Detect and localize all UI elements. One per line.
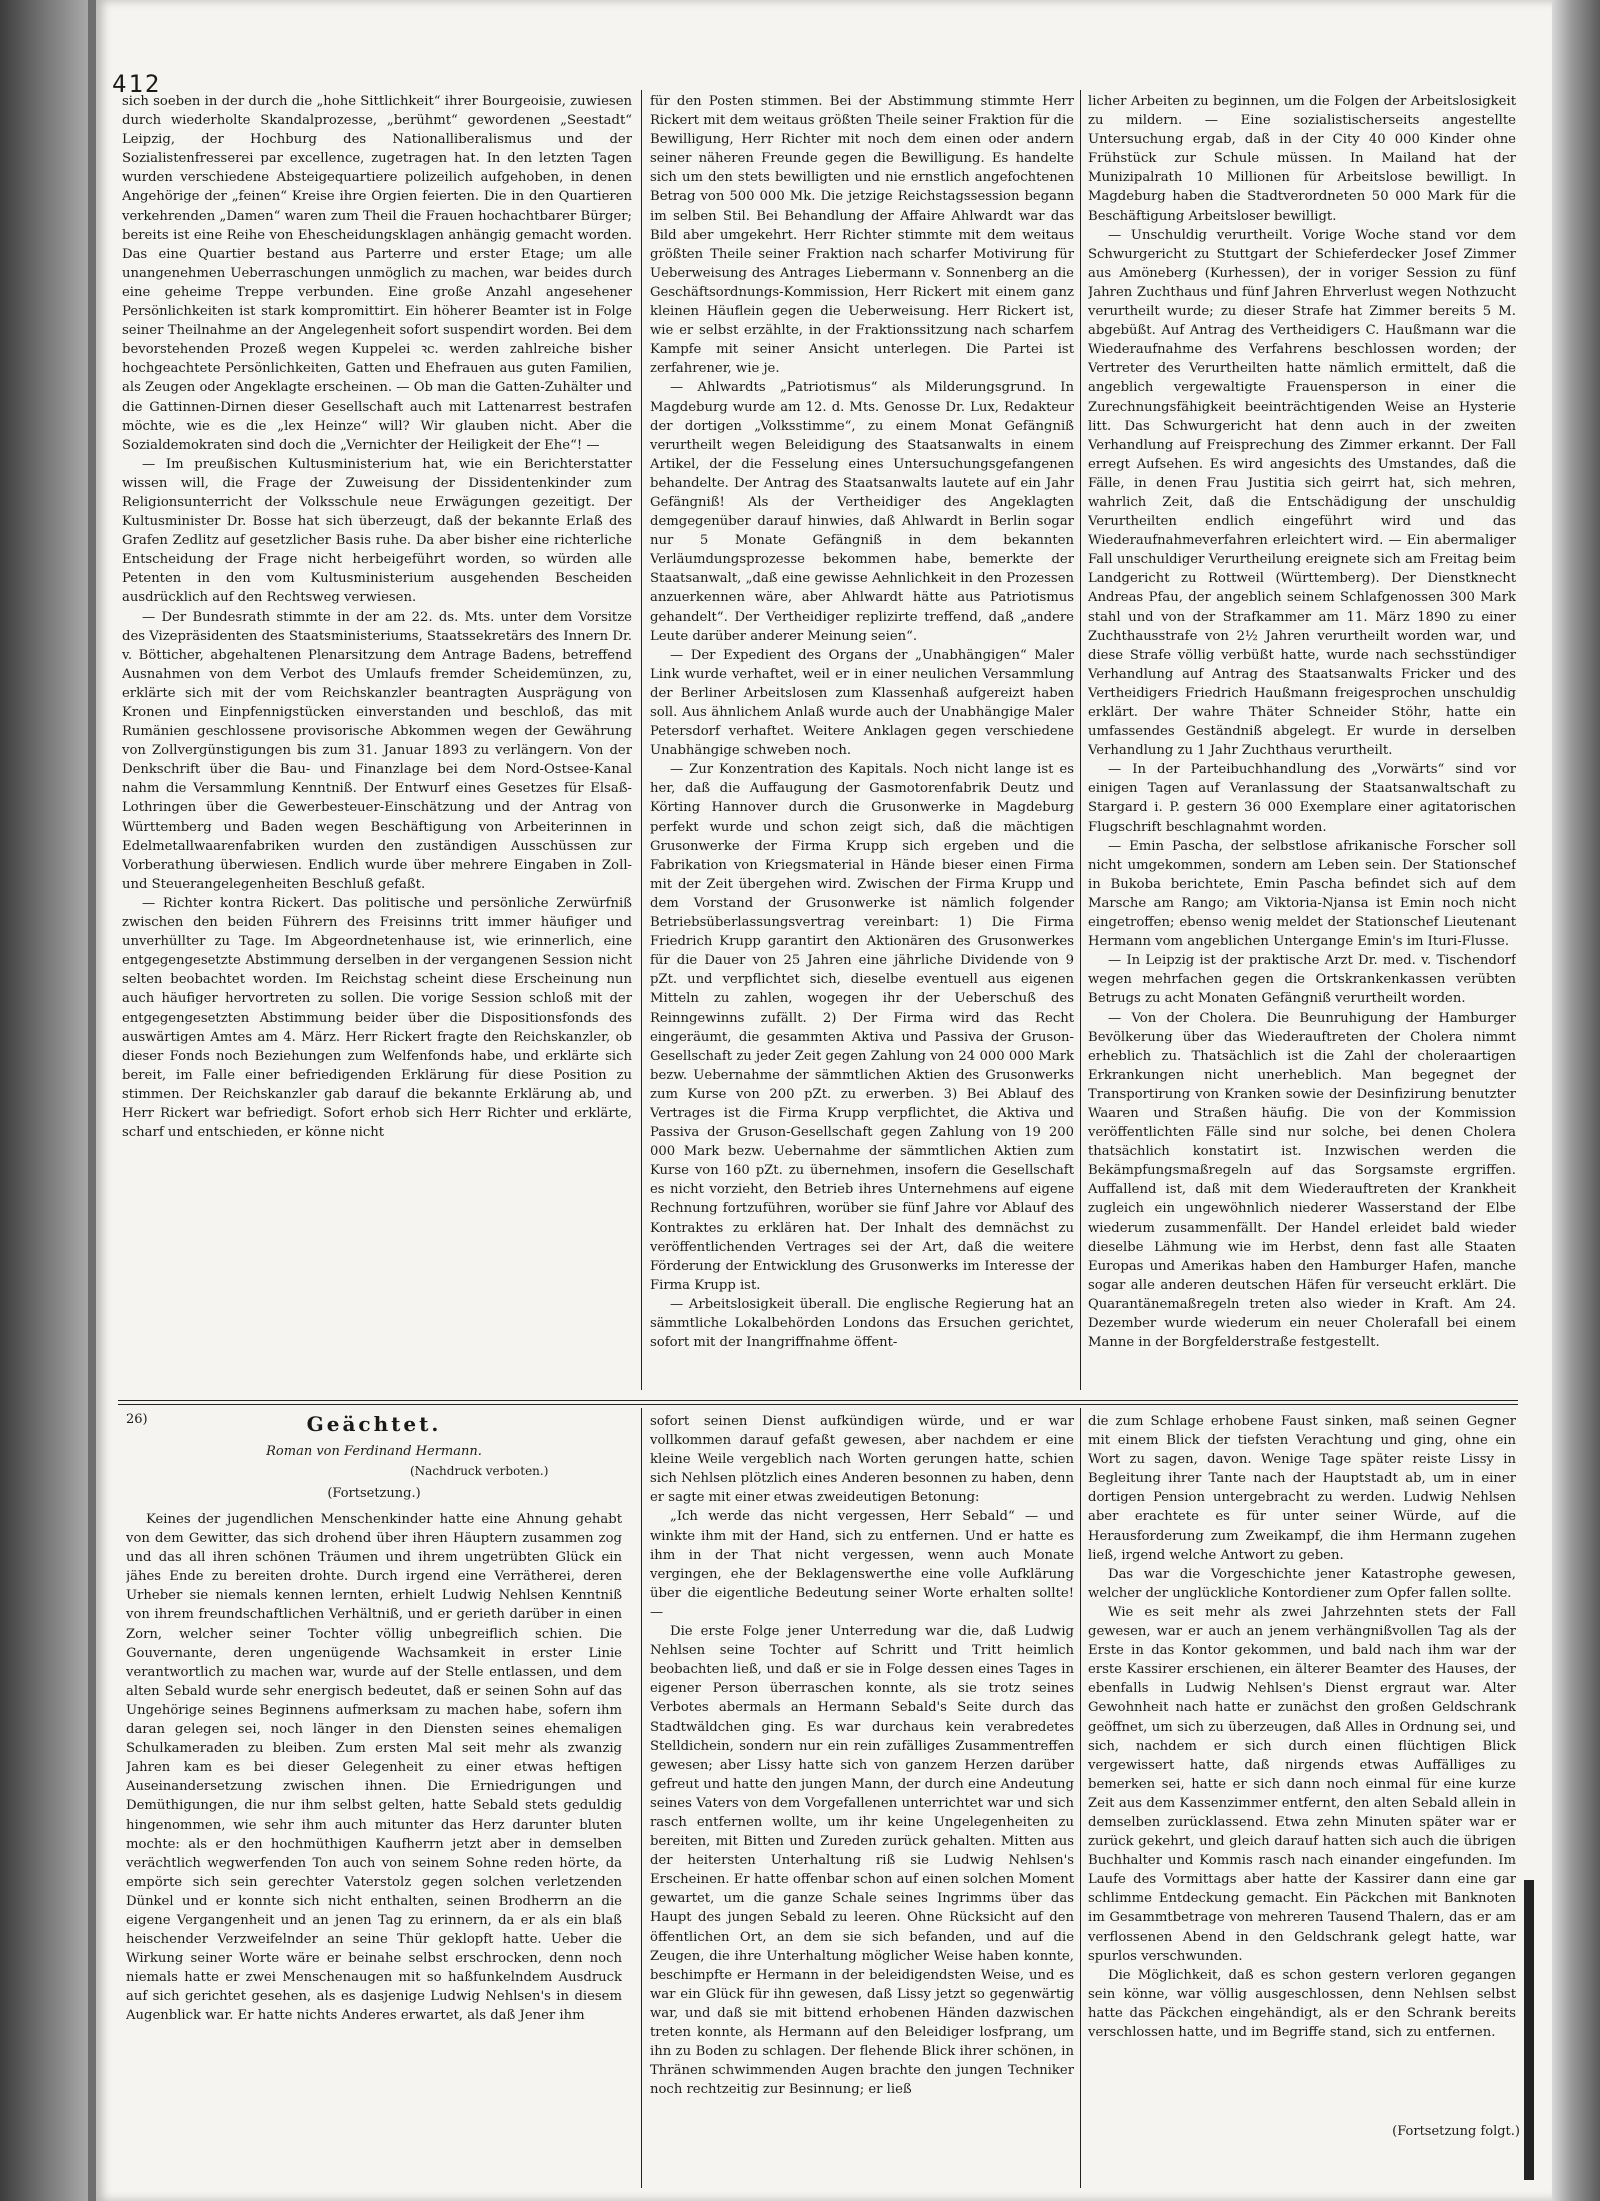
continuation-label: (Fortsetzung.) xyxy=(327,1486,421,1501)
serial-column-3 xyxy=(1088,1412,1516,2158)
news-column-1 xyxy=(122,92,632,1384)
serial-paragraph: „Ich werde das nicht vergessen, Herr Sebald“ — und winkte ihm mit der Hand, sich zu entfernen. Und er hatte es ihm in der That nicht vergessen, wenn auch Monate vergingen, ehe der Beklagenswerthe eine volle Aufklärung über die eigentliche Bedeutung seiner Worte erhalten sollte! — xyxy=(650,1509,1074,1620)
news-paragraph: licher Arbeiten zu beginnen, um die Folgen der Arbeitslosigkeit zu mildern. — Eine sozialistischerseits angestellte Untersuchung ergab, daß in der City 40 000 Kinder ohne Frühstück zur Schule müssen. In Mailand hat der Munizipalrath 10 Millionen für Arbeitslose bewilligt. In Magdeburg haben die Stadtverordneten 50 000 Mark für die Beschäftigung Arbeitsloser bewilligt. xyxy=(1088,94,1516,224)
serial-installment-number: 26) xyxy=(126,1412,148,1427)
serial-byline: Roman von Ferdinand Hermann. xyxy=(266,1444,482,1459)
news-paragraph: — Richter kontra Rickert. Das politische und persönliche Zerwürfniß zwischen den beiden Führern des Freisinns tritt immer häufiger und unverhüllter zu Tage. Im Abgeordnetenhause ist, wie erinnerlich, eine entgegengesetzte Abstimmung derselben in der vergangenen Session nicht selten beobachtet worden. Im Reichstag scheint diese Erscheinung nun auch häufiger hervortreten zu sollen. Die vorige Session schloß mit der entgegengesetzten Abstimmung beider über die Dispositionsfonds des auswärtigen Amtes am 4. März. Herr Rickert fragte den Reichskanzler, ob dieser Fonds noch Beziehungen zum Welfenfonds habe, und erklärte sich bereit, im Falle einer befriedigenden Erklärung für diese Position zu stimmen. Der Reichskanzler gab darauf die bekannte Erklärung ab, und Herr Rickert war befriedigt. Sofort erhob sich Herr Richter und erklärte, scharf und entschieden, er könne nicht xyxy=(122,895,632,1141)
column-rule xyxy=(641,90,642,1390)
reprint-notice: (Nachdruck verboten.) xyxy=(410,1464,549,1478)
news-paragraph: sich soeben in der durch die „hohe Sittlichkeit“ ihrer Bourgeoisie, zuwiesen durch wiederholte Skandalprozesse, „berühmt“ gewordenen „Seestadt“ Leipzig, der Hochburg des Nationalliberalismus und der Sozialistenfresserei par excellence, zugetragen hat. In den letzten Tagen wurden verschiedene Absteigequartiere polizeilich aufgehoben, in denen Angehörige der „feinen“ Kreise ihre Orgien feierten. Die in den Quartieren verkehrenden „Damen“ waren zum Theil die Frauen hochachtbarer Bürger; bereits ist eine Reihe von Ehescheidungsklagen anhängig gemacht worden. Das eine Quartier bestand aus Parterre und erster Etage; um alle unangenehmen Ueberraschungen unmöglich zu machen, war beides durch eine geheime Treppe verbunden. Eine große Anzahl angesehener Persönlichkeiten ist stark kompromittirt. Ein höherer Beamter ist in Folge seiner Theilnahme an der Angelegenheit sofort suspendirt worden. Bei dem bevorstehenden Prozeß wegen Kuppelei ꝛc. werden zahlreiche bisher hochgeachtete Persönlichkeiten, Gatten und Ehefrauen aus guten Familien, als Zeugen oder Angeklagte erscheinen. — Ob man die Gatten-Zuhälter und die Gattinnen-Dirnen dieser Gesellschaft auch mit Lattenarrest bestrafen möchte, wie es die „lex Heinze“ will? Wir glauben nicht. Aber die Sozialdemokraten sind doch die „Vernichter der Heiligkeit der Ehe“! — xyxy=(122,94,632,453)
feuilleton-divider xyxy=(118,1400,1518,1401)
serial-paragraph: Die erste Folge jener Unterredung war die, daß Ludwig Nehlsen seine Tochter auf Schritt und Tritt heimlich beobachten ließ, und daß er sie in Folge dessen eines Tages in eigener Person überraschen konnte, als sie trotz seines Verbotes abermals an Hermann Sebald's Seite durch das Stadtwäldchen ging. Es war durchaus kein verabredetes Stelldichein, sondern nur ein rein zufälliges Zusammentreffen gewesen; aber Lissy hatte sich von ganzem Herzen darüber gefreut und hatte den jungen Mann, der durch eine Andeutung seines Vaters von dem Vorgefallenen unterrichtet war und sich rasch entfernen wollte, um ihr keine Ungelegenheiten zu bereiten, mit Bitten und Zureden zurück gehalten. Mitten aus der heitersten Unterhaltung riß sie Ludwig Nehlsen's Erscheinen. Er hatte offenbar schon auf einen solchen Moment gewartet, um die ganze Schale seines Ingrimms über das Haupt des jungen Sebald zu leeren. Ohne Rücksicht auf den öffentlichen Ort, an dem sie sich befanden, und auf die Zeugen, die ihre Unterhaltung möglicher Weise haben konnte, beschimpfte er Hermann in der beleidigendsten Weise, und es war ein Glück für ihn gewesen, daß Lissy jetzt so gegenwärtig war, und daß sie mit bittend erhobenen Händen dazwischen treten konnte, als Hermann auf den Beleidiger losfprang, um ihn zu Boden zu schlagen. Der flehende Blick ihrer schönen, in Thränen schwimmenden Augen brachte den jungen Techniker noch rechtzeitig zur Besinnung; er ließ xyxy=(650,1624,1074,2098)
news-paragraph: — Der Expedient des Organs der „Unabhängigen“ Maler Link wurde verhaftet, weil er in einer neulichen Versammlung der Berliner Arbeitslosen zum Klassenhaß aufgereizt haben soll. Aus ähnlichem Anlaß wurde auch der Unabhängige Maler Petersdorf verhaftet. Weitere Anklagen gegen verschiedene Unabhängige schweben noch. xyxy=(650,647,1074,759)
serial-column-1 xyxy=(126,1510,622,2186)
serial-paragraph: Wie es seit mehr als zwei Jahrzehnten stets der Fall gewesen, war er auch an jenem verhängnißvollen Tag als der Erste in das Kontor gekommen, und bald nach ihm war der erste Kassirer erschienen, ein älterer Beamter des Hauses, der ebenfalls in Ludwig Nehlsen's Dienst ergraut war. Alter Gewohnheit nach hatte er zunächst den großen Geldschrank geöffnet, um sich zu überzeugen, daß Alles in Ordnung sei, und sich, nachdem er sich durch einen flüchtigen Blick vergewissert hatte, daß nirgends etwas Auffälliges zu bemerken sei, hatte er sich dann noch einmal für eine kurze Zeit aus dem Kassenzimmer entfernt, den alten Sebald allein in demselben zurücklassend. Etwa zehn Minuten später war er zurück gekehrt, und gleich darauf hatten sich auch die übrigen Buchhalter und Kommis rasch nach einander eingefunden. Im Laufe des Vormittags aber hatte der Kassirer dann eine gar schlimme Entdeckung gemacht. Ein Päckchen mit Banknoten im Gesammtbetrage von mehreren Tausend Thalern, das er am verflossenen Abend in den Geldschrank gelegt hatte, war spurlos verschwunden. xyxy=(1088,1604,1516,1964)
column-rule xyxy=(641,1408,642,2188)
news-paragraph: — Der Bundesrath stimmte in der am 22. ds. Mts. unter dem Vorsitze des Vizepräsidenten des Staatsministeriums, Staatssekretärs des Innern Dr. v. Bötticher, abgehaltenen Plenarsitzung dem Antrage Badens, betreffend Ausnahmen von dem Verbot des Umlaufs fremder Scheidemünzen, zu, erklärte sich mit der vom Reichskanzler beantragten Ausprägung von Kronen und Einpfennigstücken einverstanden und beschloß, das mit Rumänien geschlossene provisorische Abkommen wegen der Gewährung von Zollvergünstigungen bis zum 31. Januar 1893 zu verlängern. Von der Denkschrift über die Bau- und Finanzlage bei dem Nord-Ostsee-Kanal nahm die Versammlung Kenntniß. Der Entwurf eines Gesetzes für Elsaß-Lothringen über die Gewerbesteuer-Einschätzung und der Antrag von Württemberg und Baden wegen Beschäftigung von Arbeiterinnen in Edelmetallwaarenfabriken wurden den zuständigen Ausschüssen zur Vorberathung überwiesen. Endlich wurde über mehrere Eingaben in Zoll- und Steuerangelegenheiten Beschluß gefaßt. xyxy=(122,609,632,892)
ink-stain xyxy=(1524,1880,1534,2180)
serial-column-2 xyxy=(650,1412,1074,2186)
to-be-continued-label: (Fortsetzung folgt.) xyxy=(1392,2124,1520,2139)
serial-title: Geächtet. xyxy=(306,1412,442,1436)
news-paragraph: — Arbeitslosigkeit überall. Die englische Regierung hat an sämmtliche Lokalbehörden Londons das Ersuchen gerichtet, sofort mit der Inangriffnahme öffent- xyxy=(650,1296,1074,1351)
news-paragraph: für den Posten stimmen. Bei der Abstimmung stimmte Herr Rickert mit dem weitaus größten Theile seiner Fraktion für die Bewilligung, Herr Richter mit noch dem einen oder andern seiner näheren Freunde gegen die Bewilligung. Es handelte sich um den stets bewilligten und nie ernstlich angefochtenen Betrag von 500 000 Mk. Die jetzige Reichstagssession begann im selben Stil. Bei Behandlung der Affaire Ahlwardt war das Bild aber umgekehrt. Herr Richter stimmte mit dem weitaus größten Theile seiner Fraktion nach scharfer Motivirung für Ueberweisung des Antrages Liebermann v. Sonnenberg an die Geschäftsordnungs-Kommission, Herr Rickert mit einem ganz kleinen Häuflein gegen die Ueberweisung. Herr Rickert ist, wie er selbst erzählte, in der Fraktionssitzung nach scharfem Kampfe mit seiner Ansicht unterlegen. Die Partei ist zerfahrener, wie je. xyxy=(650,94,1074,377)
feuilleton-divider xyxy=(118,1404,1518,1405)
serial-paragraph: Keines der jugendlichen Menschenkinder hatte eine Ahnung gehabt von dem Gewitter, das sich drohend über ihren Häuptern zusammen zog und das all ihren schönen Träumen und ihrem ungetrübten Glück ein jähes Ende zu bereiten drohte. Durch irgend eine Verrätherei, deren Urheber sie niemals kennen lernten, erhielt Ludwig Nehlsen Kenntniß von ihrem freundschaftlichen Verhältniß, und er gerieth darüber in einen Zorn, welcher seiner Tochter völlig unbegreiflich schien. Die Gouvernante, deren ungenügende Wachsamkeit in erster Linie verantwortlich zu machen war, wurde auf der Stelle entlassen, und dem alten Sebald wurde sehr energisch bedeutet, daß er seinen Sohn auf das Ungehörige seines Beginnens aufmerksam zu machen habe, sofern ihm daran gelegen sei, noch länger in den Diensten seines ehemaligen Schulkameraden zu bleiben. Zum ersten Mal seit mehr als zwanzig Jahren kam es bei dieser Gelegenheit zu einer etwas heftigen Auseinandersetzung zwischen ihnen. Die Erniedrigungen und Demüthigungen, die nur ihm selbst gelten, hatte Sebald stets geduldig hingenommen, wie sehr ihm auch mitunter das Herz darunter bluten mochte: als er den hochmüthigen Kaufherrn jetzt aber in demselben verächtlich wegwerfenden Ton auch von seinem Sohne reden hörte, da empörte sich sein gerechter Vaterstolz gegen solchen verletzenden Dünkel und er konnte sich nicht enthalten, seinen Brodherrn an die eigene Vergangenheit und an jenen Tag zu erinnern, da er als ein blaß heischender Verzweifelnder an seine Thür geklopft hatte. Ueber die Wirkung seiner Worte wäre er beinahe selbst erschrocken, denn noch niemals hatte er zwei Menschenaugen mit so haßfunkelndem Ausdruck auf sich gerichtet gesehen, als es dasjenige Ludwig Nehlsen's in diesem Augenblick war. Er hatte nichts Anderes erwartet, als daß Jener ihm xyxy=(126,1512,622,2024)
scan-edge-right xyxy=(1552,0,1600,2201)
serial-paragraph: Das war die Vorgeschichte jener Katastrophe gewesen, welcher der unglückliche Kontordiener zum Opfer fallen sollte. xyxy=(1088,1566,1516,1601)
news-paragraph: — In Leipzig ist der praktische Arzt Dr. med. v. Tischendorf wegen mehrfachen gegen die Ortskrankenkassen verübten Betrugs zu acht Monaten Gefängniß verurtheilt worden. xyxy=(1088,953,1516,1007)
news-column-2 xyxy=(650,92,1074,1384)
news-paragraph: — Von der Cholera. Die Beunruhigung der Hamburger Bevölkerung über das Wiederauftreten der Cholera nimmt erheblich zu. Thatsächlich ist die Zahl der choleraartigen Erkrankungen nicht unerheblich. Man begegnet der Transportirung von Kranken sowie der Desinfizirung benutzter Waaren und Straßen häufig. Die von der Kommission veröffentlichten Fälle sind nur solche, bei denen Cholera thatsächlich konstatirt ist. Inzwischen werden die Bekämpfungsmaßregeln auf das Sorgsamste ergriffen. Auffallend ist, daß mit dem Wiederauftreten der Krankheit zugleich ein ungewöhnlich niederer Wasserstand der Elbe wiederum zusammenfällt. Der Handel erleidet bald wieder dieselbe Lähmung wie im Herbst, denn fast alle Staaten Europas und Amerikas haben den Hamburger Hafen, manche sogar alle anderen deutschen Häfen für verseucht erklärt. Die Quarantänemaßregeln treten also wieder in Kraft. Am 24. Dezember wurde wiederum ein neuer Cholerafall bei einem Manne in der Borgfelderstraße festgestellt. xyxy=(1088,1010,1516,1351)
serial-paragraph: Die Möglichkeit, daß es schon gestern verloren gegangen sein könne, war völlig ausgeschlossen, denn Nehlsen selbst hatte das Päckchen eingehändigt, als er den Schrank bereits verschlossen hatte, und im Begriffe stand, sich zu entfernen. xyxy=(1088,1967,1516,2040)
serial-paragraph: die zum Schlage erhobene Faust sinken, maß seinen Gegner mit einem Blick der tiefsten Verachtung und ging, ohne ein Wort zu sagen, davon. Wenige Tage später reiste Lissy in Begleitung ihrer Tante nach der Hauptstadt ab, um in einer dortigen Pension untergebracht zu werden. Ludwig Nehlsen aber erachtete es für unter seiner Würde, auf die Herausforderung zum Zweikampf, die ihm Hermann zugehen ließ, irgend welche Antwort zu geben. xyxy=(1088,1414,1516,1563)
page-number: 412 xyxy=(112,70,162,98)
news-paragraph: — Emin Pascha, der selbstlose afrikanische Forscher soll nicht umgekommen, sondern am Leben sein. Der Stationschef in Bukoba berichtete, Emin Pascha befindet sich auf dem Marsche am Rango; am Viktoria-Njansa ist Emin noch nicht eingetroffen; ebenso wenig meldet der Stationschef Lieutenant Hermann vom angeblichen Untergange Emin's im Ituri-Flusse. xyxy=(1088,838,1516,950)
column-rule xyxy=(1080,1408,1081,2188)
news-paragraph: — In der Parteibuchhandlung des „Vorwärts“ sind vor einigen Tagen auf Veranlassung der Staatsanwaltschaft zu Stargard i. P. gestern 36 000 Exemplare einer agitatorischen Flugschrift beschlagnahmt worden. xyxy=(1088,762,1516,835)
news-paragraph: — Unschuldig verurtheilt. Vorige Woche stand vor dem Schwurgericht zu Stuttgart der Schieferdecker Josef Zimmer aus Amöneberg (Kurhessen), der in voriger Session zu fünf Jahren Zuchthaus und fünf Jahren Ehrverlust wegen Nothzucht verurtheilt wurde; zu dieser Strafe hat Zimmer bereits 5 M. abgebüßt. Auf Antrag des Vertheidigers C. Haußmann war die Wiederaufnahme des Verfahrens beschlossen worden; der Vertreter des Verurtheilten hatte nämlich ermittelt, daß die angeblich vergewaltigte Frauensperson in einer die Zurechnungsfähigkeit beeinträchtigenden Weise an Hysterie litt. Das Schwurgericht hat denn auch in der zweiten Verhandlung auf Freisprechung des Zimmer erkannt. Der Fall erregt Aufsehen. Es wird angesichts des Umstandes, daß die Fälle, in denen Frau Justitia sich geirrt hat, sich mehren, wahrlich Zeit, daß die Entschädigung der unschuldig Verurtheilten endlich eingeführt wird und das Wiederaufnahmeverfahren erleichtert wird. — Ein abermaliger Fall unschuldiger Verurtheilung ereignete sich am Freitag beim Landgericht zu Rottweil (Württemberg). Der Dienstknecht Andreas Pfau, der angeblich seinem Schlafgenossen 300 Mark stahl und von der Strafkammer am 11. März 1890 zu einer Zuchthausstrafe von 2½ Jahren verurtheilt worden war, und diese Strafe völlig verbüßt hatte, wurde nach sechsstündiger Verhandlung auf Antrag des Staatsanwalts Fricker und des Vertheidigers Friedrich Haußmann freigesprochen unschuldig erklärt. Der wahre Thäter Schneider Stöhr, hatte ein umfassendes Geständniß abgelegt. Er wurde in derselben Verhandlung zu 1 Jahr Zuchthaus verurtheilt. xyxy=(1088,227,1516,759)
news-paragraph: — Im preußischen Kultusministerium hat, wie ein Berichterstatter wissen will, die Frage der Zuweisung der Dissidentenkinder zum Religionsunterricht der Volksschule neue Erwägungen gezeitigt. Der Kultusminister Dr. Bosse hat sich überzeugt, daß der bekannte Erlaß des Grafen Zedlitz auf gesetzlicher Basis ruhe. Da aber bisher eine richterliche Entscheidung der Frage nicht herbeigeführt worden, so würden alle Petenten in den vom Kultusministerium ausgehenden Bescheiden ausdrücklich auf den Rechtsweg verwiesen. xyxy=(122,456,632,606)
serial-paragraph: sofort seinen Dienst aufkündigen würde, und er war vollkommen darauf gefaßt gewesen, aber nachdem er eine kleine Weile vergeblich nach Worten gerungen hatte, schien sich Nehlsen plötzlich eines Anderen besonnen zu haben, denn er sagte mit einer etwas zweideutigen Betonung: xyxy=(650,1414,1074,1506)
news-paragraph: — Zur Konzentration des Kapitals. Noch nicht lange ist es her, daß die Auffaugung der Gasmotorenfabrik Deutz und Körting Hannover durch die Grusonwerke in Magdeburg perfekt wurde und schon zeigt sich, daß die mächtigen Grusonwerke der Firma Krupp sich ergeben und die Fabrikation von Kriegsmaterial in Hände bieser einen Firma mit der Zeit übergehen wird. Zwischen der Firma Krupp und dem Vorstand der Grusonwerke ist nämlich folgender Betriebsüberlassungsvertrag vereinbart: 1) Die Firma Friedrich Krupp garantirt den Aktionären des Grusonwerkes für die Dauer von 25 Jahren eine jährliche Dividende von 9 pZt. und verpflichtet sich, dieselbe eventuell aus eigenen Mitteln zu zahlen, wogegen ihr der Ueberschuß des Reinngewinns zufällt. 2) Der Firma wird das Recht eingeräumt, die gesammten Aktiva und Passiva der Gruson-Gesellschaft zu jeder Zeit gegen Zahlung von 24 000 000 Mark bezw. Uebernahme der sämmtlichen Aktien des Grusonwerks zum Kurse von 200 pZt. zu erwerben. 3) Bei Ablauf des Vertrages ist die Firma Krupp verpflichtet, die Aktiva und Passiva der Gruson-Gesellschaft gegen Zahlung von 19 200 000 Mark bezw. Uebernahme der sämmtlichen Aktien zum Kurse von 160 pZt. zu übernehmen, insofern die Gesellschaft es nicht vorzieht, den Betrieb ihres Unternehmens auf eigene Rechnung fortzuführen, worüber sie fünf Jahre vor Ablauf des Kontraktes zu erklären hat. Der Inhalt des demnächst zu veröffentlichenden Vertrages sei der Art, daß die weitere Förderung der Entwicklung des Grusonwerks im Interesse der Firma Krupp ist. xyxy=(650,762,1074,1293)
scan-binding-shadow xyxy=(0,0,88,2201)
column-rule xyxy=(1080,90,1081,1390)
news-paragraph: — Ahlwardts „Patriotismus“ als Milderungsgrund. In Magdeburg wurde am 12. d. Mts. Genosse Dr. Lux, Redakteur der dortigen „Volksstimme“, zu einem Monat Gefängniß verurtheilt wegen Beleidigung des Staatsanwalts in einem Artikel, der die Fesselung eines Untersuchungsgefangenen behandelte. Der Antrag des Staatsanwalts lautete auf ein Jahr Gefängniß! Als der Vertheidiger des Angeklagten demgegenüber darauf hinwies, daß Ahlwardt in Berlin sogar nur 5 Monate Gefängniß in dem bekannten Verläumdungsprozesse bekommen habe, bemerkte der Staatsanwalt, „daß eine gewisse Aehnlichkeit in den Prozessen anzuerkennen wäre, aber Ahlwardt hätte aus Patriotismus gehandelt“. Der Vertheidiger replizirte treffend, daß „andere Leute darüber anderer Meinung seien“. xyxy=(650,380,1074,644)
news-column-3 xyxy=(1088,92,1516,1384)
